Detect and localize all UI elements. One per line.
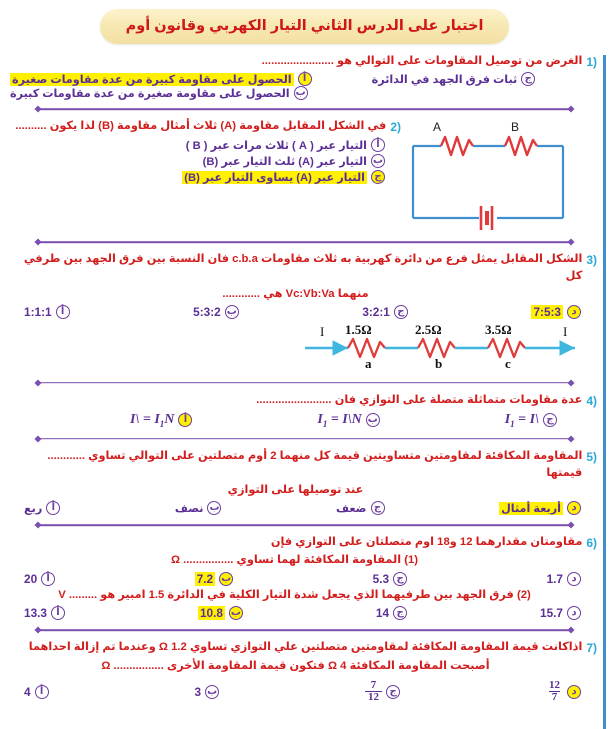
bullet-icon: د [567,305,581,319]
choice-4c-formula: $I_1$ = I\ [504,411,539,429]
choice-6-1a-label: 20 [24,571,38,586]
bullet-icon: ج [543,413,557,427]
question-7-choices [10,679,597,704]
bullet-icon: ج [393,606,407,620]
choice-3d[interactable] [531,305,581,319]
circuit-svg [401,118,591,233]
bullet-icon: د [567,685,581,699]
choice-3c-label: 3:2:1 [362,304,390,319]
bullet-icon: ج [371,170,385,184]
bullet-icon: أ [56,305,70,319]
choice-5c[interactable] [336,501,384,515]
question-3 [0,251,609,373]
question-2-wrap [10,118,597,233]
current-label-left: I [320,323,325,339]
choice-6-1c[interactable] [373,572,407,586]
question-4-text: عدة مقاومات متماثلة متصلة على التوازي فان ........................ [256,393,583,406]
current-label-right: I [563,323,568,339]
divider-dot-right [567,106,574,113]
choice-4b-formula: $I_1$ = I\N [317,411,362,429]
divider-dot-left [34,239,41,246]
bullet-icon: ب [367,414,378,426]
choice-6-2c-label: 14 [375,606,390,621]
choice-5b[interactable] [175,501,222,515]
choice-6-1b-label: 7.2 [196,571,214,586]
resistor-c-name: c [505,355,511,371]
question-2 [0,118,609,233]
question-4-number: 4) [586,393,597,408]
question-3-choices [10,304,597,320]
choice-1c[interactable] [372,72,536,86]
choice-5c-label: ضعف [336,502,367,515]
choice-6-2b-label: 10.8 [199,606,223,621]
choice-6-2d[interactable] [540,606,581,620]
choice-7c[interactable] [365,680,400,703]
divider-1 [34,104,575,114]
question-3-text-line2: منهما Vc:Vb:Va هي ............ [222,287,369,300]
question-6-part1-label: (1) المقاومة المكافئة لهما تساوي ................ Ω [170,554,419,567]
divider-3 [34,378,575,388]
question-5-number: 5) [586,449,597,464]
fraction-denominator: 7 [549,691,561,703]
bullet-icon: ج [521,72,535,86]
choice-4c[interactable] [505,412,557,429]
question-7-stem [10,639,597,657]
bullet-icon: أ [35,685,49,699]
choice-3d-label: 7:5:3 [533,304,561,319]
question-3-stem [10,251,597,285]
choice-6-1c-label: 5.3 [372,571,390,586]
choice-6-1a[interactable] [24,572,55,586]
divider-2 [34,237,575,247]
choice-2c[interactable] [182,170,385,184]
bullet-icon: ب [207,685,218,697]
divider-5 [34,520,575,530]
resistor-b-name: b [435,355,443,371]
divider-dot-left [34,379,41,386]
choice-7c-fraction [365,680,382,703]
choice-6-1b[interactable] [195,572,233,586]
choice-4b[interactable] [317,412,379,429]
choice-5a[interactable] [24,501,60,515]
question-6-stem [10,534,597,552]
choice-1c-label: ثبات فرق الجهد في الدائرة [371,73,518,86]
question-3-text-line1: الشكل المقابل يمثل فرع من دائرة كهربية به ثلاث مقاومات c.b.a فان النسبة بين فرق الجهد بين طرفي كل [23,253,583,283]
choice-5a-label: ربع [24,502,43,515]
choice-6-2a-label: 13.3 [24,606,47,621]
choice-1a[interactable] [10,72,312,86]
resistor-c-value: 3.5Ω [485,321,512,337]
question-7-text-line1: اذاكانت قيمة المقاومة المكافئة لمقاومتين متصلتين علي التوازي تساوي Ω 1.2 وعندما تم إزالة احداهما [28,641,583,654]
question-6-part1-choices [10,571,597,587]
choice-1b[interactable] [10,86,308,100]
question-1-choices-row1 [10,72,597,86]
title-banner [100,9,510,44]
choice-4a[interactable] [130,412,192,429]
question-5 [0,448,609,516]
divider-dot-left [34,522,41,529]
bullet-icon: ب [221,572,232,584]
divider-dot-left [34,435,41,442]
divider-dot-left [34,106,41,113]
question-1-stem [10,53,597,71]
question-4 [0,392,609,430]
bullet-icon: ب [295,87,306,99]
question-2-body [10,118,401,185]
choice-2a[interactable] [186,138,385,152]
choice-7b-label: 3 [194,684,202,699]
resistor-strip-svg [10,322,609,374]
choice-6-2d-label: 15.7 [540,606,563,621]
choice-2b[interactable] [203,154,385,168]
choice-3c[interactable] [362,305,408,319]
question-7-stem-line2 [10,658,597,675]
choice-6-1d[interactable] [547,572,581,586]
question-4-stem [10,392,597,410]
bullet-icon: أ [178,413,192,427]
choice-6-2a[interactable] [24,606,65,620]
bullet-icon: د [567,501,581,515]
choice-3b-label: 5:3:2 [193,304,221,319]
question-5-text-line2: عند توصيلها على التوازي [227,484,364,497]
choice-5d[interactable] [499,501,581,515]
fraction-numerator: 7 [370,678,377,691]
bullet-icon: ب [226,305,237,317]
bullet-icon: ب [209,502,220,514]
choice-5b-label: نصف [174,502,204,515]
question-7 [0,639,609,704]
choice-6-2c[interactable] [376,606,407,620]
question-5-choices [10,500,597,516]
question-6-text: مقاومتان مقدارهما 12 و18 اوم متصلتان على التوازي فإن [270,536,583,549]
fraction-numerator: 12 [549,678,560,691]
question-7-number: 7) [586,641,597,656]
divider-dot-right [567,379,574,386]
question-3-stem-line2 [10,286,597,303]
bullet-icon: ج [394,305,408,319]
choice-7a-label: 4 [24,684,31,699]
bullet-icon: أ [51,606,65,620]
question-6-part2-choices [10,605,597,621]
question-1-choices-row2 [10,86,597,100]
bullet-icon: أ [41,572,55,586]
divider-dot-right [567,627,574,634]
choice-3a[interactable] [24,305,70,319]
choice-7a[interactable] [24,685,49,699]
divider-dot-right [567,239,574,246]
choice-4a-formula: I\ = $I_1N$ [130,411,175,429]
question-6-number: 6) [586,536,597,551]
question-6 [0,534,609,621]
question-2-text: في الشكل المقابل مقاومة (A) ثلاث أمثال مقاومة (B) لذا يكون .......... [15,120,387,133]
choice-2b-label: التيار عبر (A) ثلث التيار عبر (B) [202,155,367,168]
question-2-number: 2) [390,120,401,135]
question-7-text-line2: أصبحت المقاومة المكافئة 4 Ω فتكون قيمة المقاومة الأخرى ................ Ω [101,659,490,672]
resistor-a-value: 1.5Ω [345,321,372,337]
question-6-part2-label: (2) فرق الجهد بين طرفيهما الذي يجعل شدة التيار الكلية في الدائرة 1.5 امبير هو ......... V [58,588,531,601]
fraction-denominator: 12 [365,691,382,703]
resistor-b-label: B [511,120,520,135]
choice-7d[interactable] [546,680,581,703]
choice-6-2b[interactable] [198,606,243,620]
choice-2c-label: التيار عبر (A) يساوى التيار عبر (B) [184,171,365,184]
divider-dot-left [34,627,41,634]
bullet-icon: د [567,606,581,620]
question-5-stem-line2 [10,482,597,499]
choice-7b[interactable] [195,685,220,699]
bullet-icon: أ [298,72,312,86]
bullet-icon: ج [371,501,385,515]
resistor-b-value: 2.5Ω [415,321,442,337]
divider-6 [34,625,575,635]
question-5-text-line1: المقاومة المكافئة لمقاومتين متساويتين قيمة كل منهما 2 أوم متصلتين على التوالي تساوي ............ قيمتها [47,449,583,479]
title-banner-wrap [0,0,609,44]
question-2-choices [10,137,401,185]
question-1 [0,53,609,100]
bullet-icon: أ [46,501,60,515]
divider-dot-right [567,522,574,529]
question-4-choices [10,411,597,430]
resistor-a-name: a [365,355,372,371]
question-1-number: 1) [586,55,597,69]
bullet-icon: ج [393,572,407,586]
question-2-stem [10,118,401,136]
choice-3b[interactable] [193,305,239,319]
choice-3a-label: 1:1:1 [24,304,52,319]
bullet-icon: ب [372,155,384,167]
bullet-icon: أ [371,138,385,152]
choice-2a-label: التيار عبر ( A ) ثلاث مرات عبر ( B ) [185,139,367,152]
bullet-icon: ب [230,607,241,619]
choice-6-1d-label: 1.7 [546,571,563,586]
divider-dot-right [567,435,574,442]
choice-5d-label: أربعة أمثال [501,502,561,515]
bullet-icon: ج [386,685,400,699]
choice-7d-fraction [546,680,563,703]
page-title: اختبار على الدرس الثاني التيار الكهربي وقانون أوم [125,18,484,34]
choice-1b-label: الحصول على مقاومة صغيرة من عدة مقاومات كبيرة [10,87,290,100]
question-3-resistor-strip [10,322,597,374]
divider-4 [34,434,575,444]
question-3-number: 3) [586,253,597,268]
bullet-icon: د [567,572,581,586]
question-5-stem [10,448,597,482]
choice-1a-label: الحصول على مقاومة كبيرة من عدة مقاومات صغيرة [12,73,292,86]
question-2-circuit-figure [401,118,591,233]
resistor-a-label: A [433,120,442,135]
question-1-text: الغرض من توصيل المقاومات على التوالي هو ....................... [261,55,583,67]
